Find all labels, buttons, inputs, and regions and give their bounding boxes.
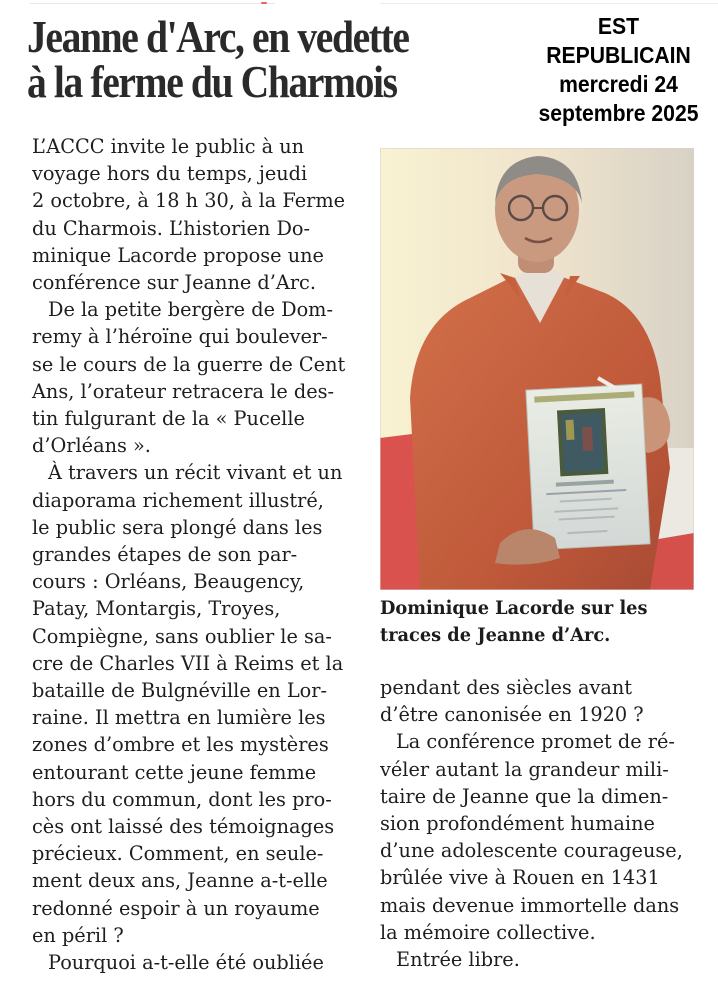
text-line: grandes étapes de son par-: [32, 543, 298, 567]
text-line: Patay, Montargis, Troyes,: [32, 597, 281, 621]
text-line: L’ACCC invite le public à un: [32, 135, 305, 158]
text-line: cès ont laissé des témoignages: [32, 815, 335, 839]
text-line: mais devenue immortelle dans: [380, 893, 680, 917]
paragraph: [32, 949, 352, 976]
headline-line-2: à la ferme du Charmois: [27, 56, 397, 107]
text-line: d’une adolescente courageuse,: [380, 839, 683, 863]
text-line: d’être canonisée en 1920 ?: [380, 703, 644, 727]
text-line: cre de Charles VII à Reims et la: [32, 651, 344, 675]
photo-caption: [380, 595, 710, 649]
paragraph: [32, 133, 352, 296]
caption-line-2: traces de Jeanne d’Arc.: [380, 625, 611, 646]
text-line: taire de Jeanne que la dimen-: [380, 784, 669, 808]
stamp-line-publication-1: EST: [597, 13, 640, 39]
text-line: sion profondément humaine: [380, 812, 655, 836]
text-line: redonné espoir à un royaume: [32, 896, 320, 920]
text-line: brûlée vive à Rouen en 1431: [380, 866, 660, 890]
text-line: en péril ?: [32, 923, 124, 947]
text-line: Ans, l’orateur retracera le des-: [32, 379, 335, 403]
text-line: voyage hors du temps, jeudi: [32, 162, 308, 186]
caption-line-1: Dominique Lacorde sur les: [380, 598, 648, 619]
text-line: le public sera plongé dans les: [32, 515, 323, 539]
text-line: zones d’ombre et les mystères: [32, 733, 329, 757]
text-line: bataille de Bulgnéville en Lor-: [32, 679, 327, 703]
text-line: ment deux ans, Jeanne a-t-elle: [32, 869, 328, 893]
text-line: Entrée libre.: [396, 948, 520, 972]
text-line: Compiègne, sans oublier le sa-: [32, 624, 332, 648]
text-line: De la petite bergère de Dom-: [48, 298, 333, 322]
headline-line-1: Jeanne d'Arc, en vedette: [27, 11, 409, 62]
text-line: conférence sur Jeanne d’Arc.: [32, 271, 316, 295]
source-date-stamp: [519, 12, 718, 128]
text-line: cours : Orléans, Beaugency,: [32, 570, 305, 594]
text-line: d’Orléans ».: [32, 434, 151, 458]
paragraph: [380, 674, 698, 728]
text-line: tin fulgurant de la « Pucelle: [32, 407, 305, 431]
photo-flyer: [526, 384, 650, 550]
text-line: Pourquoi a-t-elle été oubliée: [48, 951, 324, 975]
top-rule-accent: [261, 2, 267, 4]
text-line: À travers un récit vivant et un: [48, 461, 343, 485]
top-rule-right: [380, 3, 718, 4]
paragraph: [32, 459, 352, 949]
text-line: minique Lacorde propose une: [32, 243, 324, 267]
text-line: hors du commun, dont les pro-: [32, 787, 332, 811]
text-line: La conférence promet de ré-: [396, 730, 675, 754]
top-rule: [30, 3, 275, 4]
text-line: diaporama richement illustré,: [32, 488, 324, 512]
paragraph: [380, 728, 698, 946]
text-line: 2 octobre, à 18 h 30, à la Ferme: [32, 189, 346, 213]
stamp-line-date-1: mercredi 24: [559, 71, 678, 97]
text-line: du Charmois. L’historien Do-: [32, 216, 311, 240]
text-line: remy à l’héroïne qui boulever-: [32, 325, 328, 349]
text-line: précieux. Comment, en seule-: [32, 842, 324, 866]
text-line: pendant des siècles avant: [380, 676, 633, 699]
text-line: véler autant la grandeur mili-: [380, 757, 669, 781]
photo-illustration: [380, 148, 694, 590]
text-line: la mémoire collective.: [380, 920, 596, 944]
stamp-line-date-2: septembre 2025: [538, 100, 699, 126]
text-line: se le cours de la guerre de Cent: [32, 352, 346, 376]
article-photo: [380, 148, 694, 590]
stamp-line-publication-2: REPUBLICAIN: [546, 42, 691, 68]
article-body-right-column: [380, 674, 698, 973]
paragraph: [32, 296, 352, 459]
text-line: entourant cette jeune femme: [32, 760, 317, 784]
article-body-left-column: [32, 133, 352, 976]
paragraph: [380, 946, 698, 973]
text-line: raine. Il mettra en lumière les: [32, 706, 326, 730]
headline: [27, 11, 457, 107]
